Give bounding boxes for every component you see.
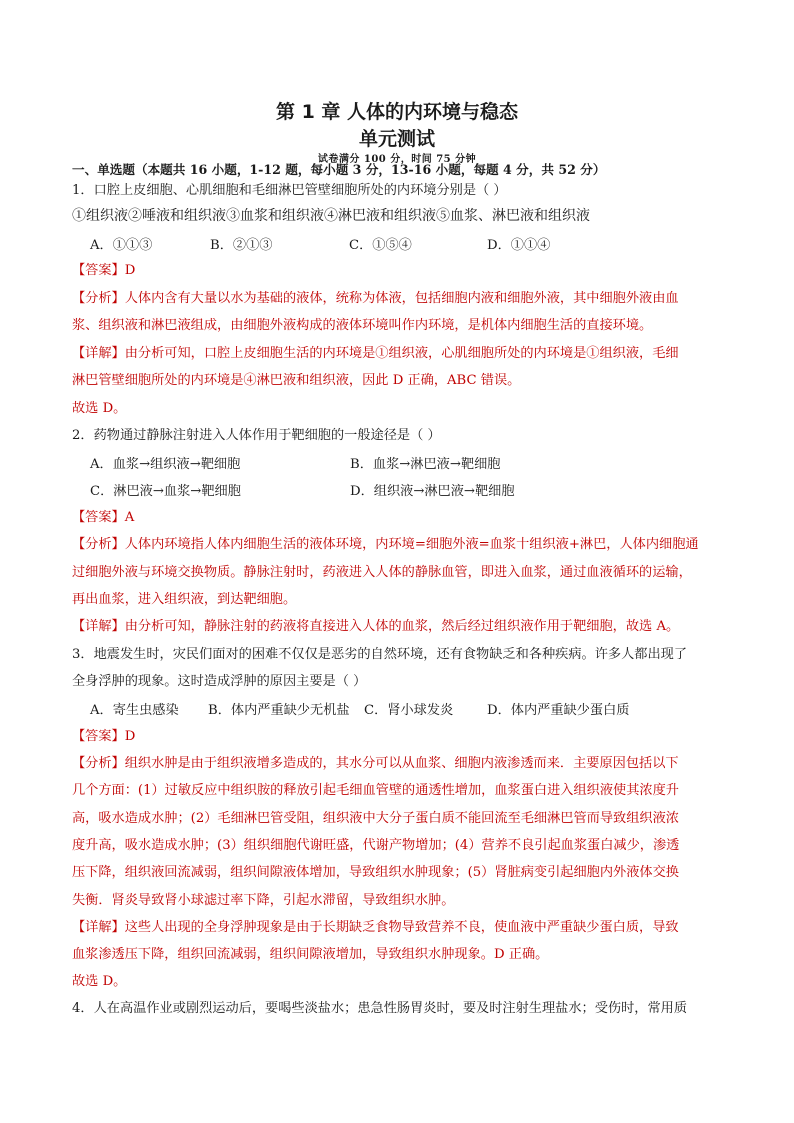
q2-analysis-line-2: 过细胞外液与环境交换物质。静脉注射时，药液进入人体的静脉血管，即进入血浆，通过血液循环的运输， — [72, 565, 692, 580]
question-1-stem: 1．口腔上皮细胞、心肌细胞和毛细淋巴管壁细胞所处的内环境分别是（ ） — [72, 183, 507, 198]
detail-text: 由分析可知，口腔上皮细胞生活的内环境是①组织液，心肌细胞所处的内环境是①组织液，毛细 — [124, 346, 679, 361]
q2-answer — [72, 508, 732, 528]
answer-label: 【答案】 — [72, 510, 125, 525]
q2-option-a: A．血浆→组织液→靶细胞 — [90, 457, 241, 472]
analysis-text: 人体内含有大量以水为基础的液体，统称为体液，包括细胞内液和细胞外液，其中细胞外液由血 — [124, 291, 679, 306]
q2-option-b: B．血浆→淋巴液→靶细胞 — [350, 457, 501, 472]
q2-detail-line-1 — [72, 617, 732, 637]
q3-analysis-line-1 — [72, 754, 732, 774]
q3-analysis-line-3: 高，吸水造成水肿；(2）毛细淋巴管受阻，组织液中大分子蛋白质不能回流至毛细淋巴管而导致组织液浓 — [72, 811, 679, 826]
answer-value: D — [124, 729, 136, 744]
q3-detail-line-1 — [72, 918, 732, 938]
q3-detail-line-3: 故选 D。 — [72, 974, 127, 989]
q3-option-c: C．肾小球发炎 — [364, 703, 454, 718]
q3-analysis-line-6: 失衡．肾炎导致肾小球滤过率下降，引起水滞留，导致组织水肿。 — [72, 893, 455, 908]
answer-value: D — [124, 263, 136, 278]
answer-value: A — [124, 510, 135, 525]
analysis-text: 人体内环境指人体内细胞生活的液体环境，内环境=细胞外液=血浆十组织液+淋巴，人体内细胞通 — [124, 537, 699, 552]
question-4-stem-line-1: 4．人在高温作业或剧烈运动后，要喝些淡盐水；患急性肠胃炎时，要及时注射生理盐水；受伤时，常用质 — [72, 1001, 688, 1016]
q1-option-d: D．①①④ — [487, 238, 551, 253]
q3-option-b: B．体内严重缺少无机盐 — [208, 703, 350, 718]
section-heading: 一、单选题（本题共 16 小题，1-12 题，每小题 3 分，13-16 小题，每题 4 分，共 52 分） — [72, 162, 606, 177]
answer-label: 【答案】 — [72, 729, 125, 744]
q3-analysis-line-2: 几个方面：(1）过敏反应中组织胺的释放引起毛细血管壁的通透性增加，血浆蛋白进入组织液使其浓度升 — [72, 783, 679, 798]
q1-detail-line-1 — [72, 344, 732, 364]
detail-label: 【详解】 — [72, 920, 125, 935]
analysis-label: 【分析】 — [72, 291, 125, 306]
question-3-stem-line-2: 全身浮肿的现象。这时造成浮肿的原因主要是（ ） — [72, 674, 367, 689]
q1-detail-line-2: 淋巴管壁细胞所处的内环境是④淋巴液和组织液，因此 D 正确，ABC 错误。 — [72, 373, 521, 388]
q1-answer — [72, 261, 732, 281]
question-1-items: ①组织液②唾液和组织液③血浆和组织液④淋巴液和组织液⑤血浆、淋巴液和组织液 — [72, 208, 590, 224]
q3-analysis-line-4: 度升高，吸水造成水肿；(3）组织细胞代谢旺盛，代谢产物增加；(4）营养不良引起血浆蛋白减少，渗透 — [72, 838, 680, 853]
q1-analysis-line-1 — [72, 289, 732, 309]
q3-answer — [72, 727, 732, 747]
q1-analysis-line-2: 浆、组织液和淋巴液组成，由细胞外液构成的液体环境叫作内环境，是机体内细胞生活的直接环境。 — [72, 318, 653, 333]
analysis-text: 组织水肿是由于组织液增多造成的，其水分可以从血浆、细胞内液渗透而来．主要原因包括以下 — [124, 756, 679, 771]
q3-analysis-line-5: 压下降，组织液回流减弱，组织间隙液体增加，导致组织水肿现象；(5）肾脏病变引起细胞内外液体交换 — [72, 865, 679, 880]
question-2-stem: 2．药物通过静脉注射进入人体作用于靶细胞的一般途径是（ ） — [72, 428, 441, 443]
answer-label: 【答案】 — [72, 263, 125, 278]
detail-label: 【详解】 — [72, 619, 125, 634]
detail-text: 由分析可知，静脉注射的药液将直接进入人体的血浆，然后经过组织液作用于靶细胞，故选 A。 — [124, 619, 680, 634]
chapter-title: 第 1 章 人体的内环境与稳态 — [275, 101, 519, 123]
q1-detail-line-3: 故选 D。 — [72, 401, 127, 416]
q3-detail-line-2: 血浆渗透压下降，组织回流减弱，组织间隙液增加，导致组织水肿现象。D 正确。 — [72, 947, 549, 962]
q1-option-b: B．②①③ — [210, 238, 273, 253]
q2-analysis-line-3: 再出血浆，进入组织液，到达靶细胞。 — [72, 592, 297, 607]
analysis-label: 【分析】 — [72, 756, 125, 771]
q2-option-c: C．淋巴液→血浆→靶细胞 — [90, 484, 241, 499]
question-3-stem-line-1: 3．地震发生时，灾民们面对的困难不仅仅是恶劣的自然环境，还有食物缺乏和各种疾病。许多人都出现了 — [72, 647, 688, 662]
analysis-label: 【分析】 — [72, 537, 125, 552]
exam-info: 试卷满分 100 分，时间 75 分钟 — [317, 154, 477, 165]
detail-label: 【详解】 — [72, 346, 125, 361]
q2-analysis-line-1 — [72, 535, 732, 555]
q3-option-d: D．体内严重缺少蛋白质 — [487, 703, 630, 718]
test-subtitle: 单元测试 — [358, 128, 435, 150]
detail-text: 这些人出现的全身浮肿现象是由于长期缺乏食物导致营养不良，使血液中严重缺少蛋白质，导致 — [124, 920, 679, 935]
q1-option-a: A．①①③ — [90, 238, 153, 253]
q1-option-c: C．①⑤④ — [349, 238, 412, 253]
q3-option-a: A．寄生虫感染 — [90, 703, 179, 718]
q2-option-d: D．组织液→淋巴液→靶细胞 — [350, 484, 515, 499]
